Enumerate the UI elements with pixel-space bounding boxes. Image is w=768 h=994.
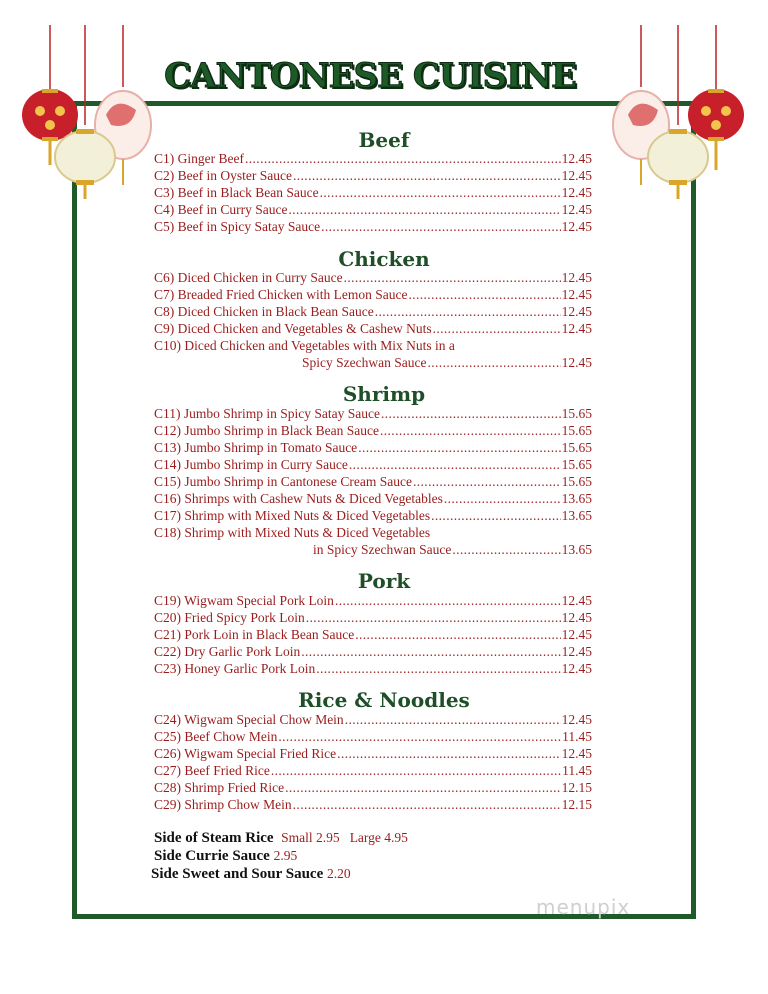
menu-item: C14) Jumbo Shrimp in Curry Sauce ..... 15.65 (154, 457, 592, 473)
menu-item: C4) Beef in Curry Sauce ..... 12.45 (154, 202, 592, 218)
menu-item: C11) Jumbo Shrimp in Spicy Satay Sauce ..... 15.65 (154, 406, 592, 422)
menu-item: C17) Shrimp with Mixed Nuts & Diced Vegetables ..... 13.65 (154, 508, 592, 524)
menu-item: C22) Dry Garlic Pork Loin ..... 12.45 (154, 644, 592, 660)
menu-item: Spicy Szechwan Sauce ..... 12.45 (302, 355, 592, 371)
menu-title: CANTONESE CUISINE (150, 56, 590, 96)
watermark: menupix (536, 895, 631, 919)
menu-item: C7) Breaded Fried Chicken with Lemon Sauce ..... 12.45 (154, 287, 592, 303)
section-heading-shrimp: Shrimp (342, 382, 426, 406)
menu-item: C16) Shrimps with Cashew Nuts & Diced Vegetables ..... 13.65 (154, 491, 592, 507)
lantern-decoration-left (18, 25, 158, 200)
side-steam-rice: Side of Steam Rice Small 2.95 Large 4.95 (154, 830, 408, 846)
menu-item: C8) Diced Chicken in Black Bean Sauce ..... 12.45 (154, 304, 592, 320)
menu-item-line: C10) Diced Chicken and Vegetables with Mix Nuts in a (154, 338, 455, 353)
side-curry-sauce: Side Currie Sauce 2.95 (154, 848, 298, 864)
menu-item: C12) Jumbo Shrimp in Black Bean Sauce ..... 15.65 (154, 423, 592, 439)
menu-item: C28) Shrimp Fried Rice ..... 12.15 (154, 780, 592, 796)
menu-item: C6) Diced Chicken in Curry Sauce ..... 12.45 (154, 270, 592, 286)
menu-item: C15) Jumbo Shrimp in Cantonese Cream Sauce ..... 15.65 (154, 474, 592, 490)
menu-item: C27) Beef Fried Rice ..... 11.45 (154, 763, 592, 779)
side-sweet-sour-sauce: Side Sweet and Sour Sauce 2.20 (151, 866, 351, 882)
menu-item: C1) Ginger Beef ..... 12.45 (154, 151, 592, 167)
menu-item: C3) Beef in Black Bean Sauce ..... 12.45 (154, 185, 592, 201)
menu-item: C13) Jumbo Shrimp in Tomato Sauce ..... 15.65 (154, 440, 592, 456)
menu-item: C2) Beef in Oyster Sauce ..... 12.45 (154, 168, 592, 184)
menu-item: C19) Wigwam Special Pork Loin ..... 12.45 (154, 593, 592, 609)
section-heading-rice-noodles: Rice & Noodles (298, 688, 470, 712)
section-heading-beef: Beef (358, 128, 410, 152)
menu-item: C29) Shrimp Chow Mein ..... 12.15 (154, 797, 592, 813)
section-heading-chicken: Chicken (338, 247, 430, 271)
menu-item: C21) Pork Loin in Black Bean Sauce ..... 12.45 (154, 627, 592, 643)
menu-item: C9) Diced Chicken and Vegetables & Cashew Nuts ..... 12.45 (154, 321, 592, 337)
menu-item: C20) Fried Spicy Pork Loin ..... 12.45 (154, 610, 592, 626)
lantern-decoration-right (606, 25, 751, 200)
menu-item: C25) Beef Chow Mein ..... 11.45 (154, 729, 592, 745)
section-heading-pork: Pork (357, 569, 411, 593)
menu-item: C26) Wigwam Special Fried Rice ..... 12.45 (154, 746, 592, 762)
menu-item: C23) Honey Garlic Pork Loin ..... 12.45 (154, 661, 592, 677)
menu-item: C5) Beef in Spicy Satay Sauce ..... 12.45 (154, 219, 592, 235)
menu-item: in Spicy Szechwan Sauce ..... 13.65 (313, 542, 592, 558)
menu-item-line: C18) Shrimp with Mixed Nuts & Diced Vegetables (154, 525, 431, 540)
menu-item: C24) Wigwam Special Chow Mein ..... 12.45 (154, 712, 592, 728)
